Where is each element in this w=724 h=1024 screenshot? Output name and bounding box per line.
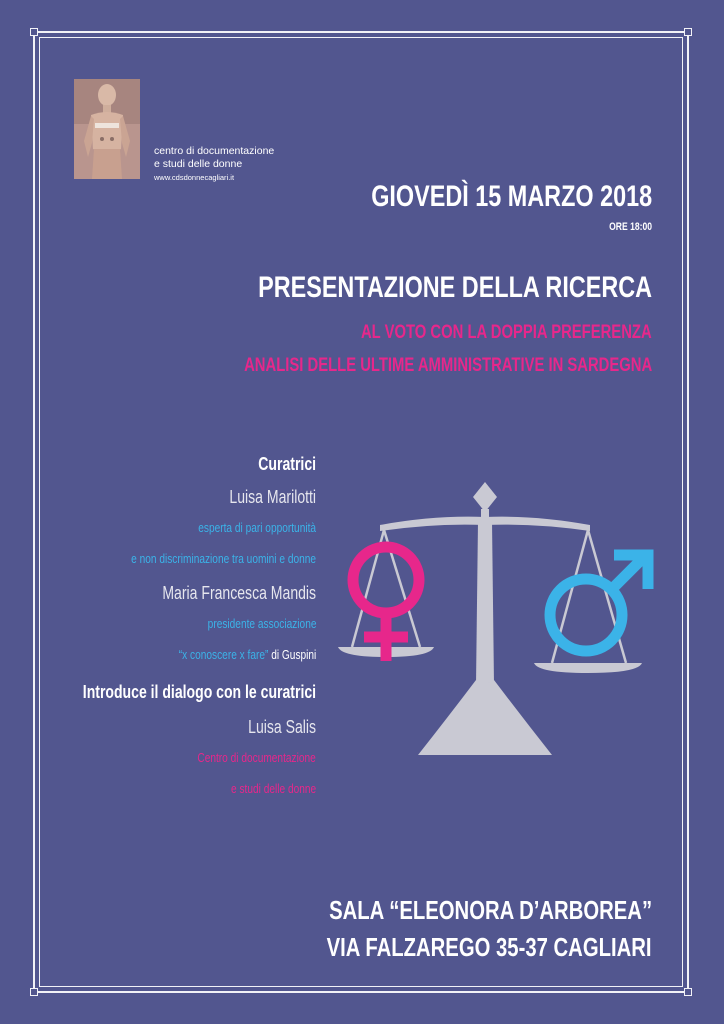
introducer-role-line2: e studi delle donne [230,781,316,796]
association-location: di Guspini [268,647,316,662]
female-symbol-icon [353,547,419,661]
introducer-role-line1: Centro di documentazione [197,750,316,765]
organization-name-line2: e studi delle donne [154,158,243,170]
introducer-label: Introduce il dialogo con le curatrici [82,682,316,702]
frame-corner-bottom-right [684,988,692,996]
introducer-name: Luisa Salis [248,717,316,737]
venue-hall: SALA “ELEONORA D’ARBOREA” [329,895,652,925]
organization-website: www.cdsdonnecagliari.it [154,173,235,182]
mannequin-logo-image [74,79,140,179]
frame-corner-bottom-left [30,988,38,996]
scale-of-justice-illustration [330,475,665,775]
event-date: GIOVEDÌ 15 MARZO 2018 [371,180,652,213]
frame-corner-top-left [30,28,38,36]
curator-1-name: Luisa Marilotti [229,487,316,507]
association-name: “x conoscere x fare” [178,647,269,662]
curator-2-name: Maria Francesca Mandis [162,583,316,603]
research-title-line1: AL VOTO CON LA DOPPIA PREFERENZA [361,322,652,343]
curator-1-role-line2: e non discriminazione tra uomini e donne [131,551,316,566]
frame-corner-top-right [684,28,692,36]
curator-1-role-line1: esperta di pari opportunità [198,520,316,535]
curator-2-role-line2 [178,647,316,662]
curators-label: Curatrici [258,454,316,474]
venue-address: VIA FALZAREGO 35-37 CAGLIARI [327,932,652,962]
presentation-heading: PRESENTAZIONE DELLA RICERCA [258,271,652,304]
curator-2-role-line1: presidente associazione [207,616,316,631]
event-time: ORE 18:00 [609,221,652,233]
organization-name-line1: centro di documentazione [154,145,275,157]
research-title-line2: ANALISI DELLE ULTIME AMMINISTRATIVE IN SARDEGNA [243,355,652,376]
